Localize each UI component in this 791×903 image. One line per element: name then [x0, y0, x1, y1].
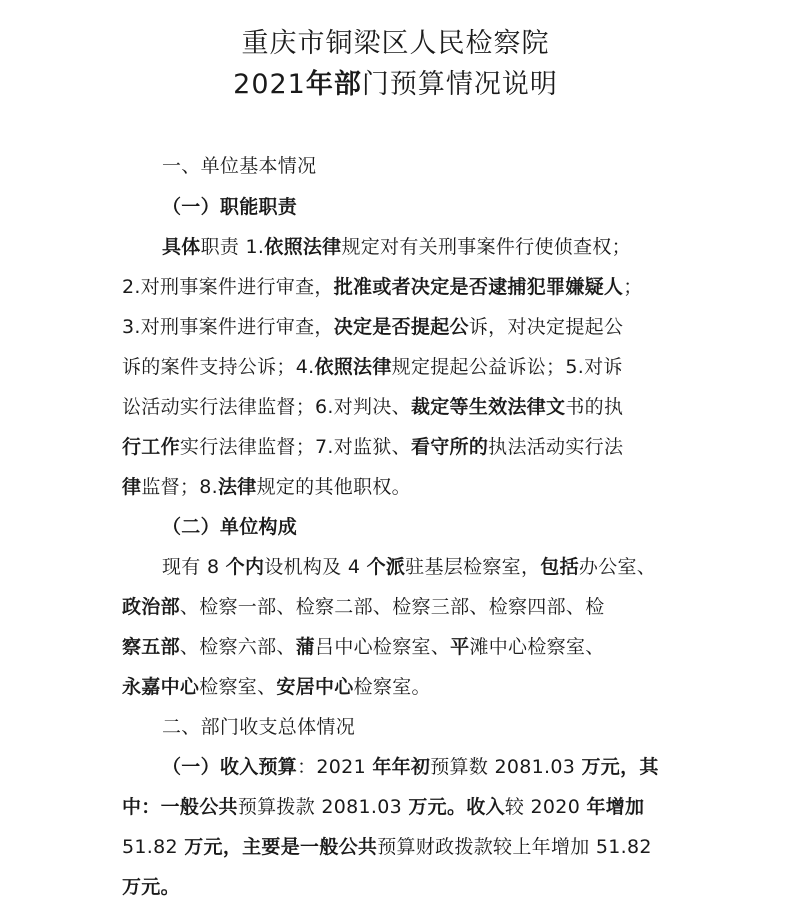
- text-run: 预算财政拨款较上年增加 51.82: [377, 836, 652, 858]
- paragraph-line: [122, 874, 722, 900]
- bold-text-run: 万元。收入: [408, 796, 505, 818]
- text-run: 驻基层检察室，: [405, 556, 541, 578]
- bold-text-run: 察五部: [122, 636, 180, 658]
- bold-text-run: 依照法律: [264, 236, 342, 258]
- subheading-structure: [162, 514, 762, 540]
- title-rest: 门预算情况说明: [361, 69, 558, 100]
- text-run: 、检察一部、检察二部、检察三部、检察四部、检: [179, 596, 605, 618]
- bold-text-run: 平: [450, 636, 470, 658]
- title-text: 重庆市铜梁区人民检察院: [241, 28, 550, 59]
- bold-text-run: 年年初: [372, 756, 431, 778]
- paragraph-line: [122, 474, 722, 500]
- section-heading-1: [162, 153, 762, 179]
- bold-text-run: 行工作: [122, 436, 180, 458]
- bold-text-run: 法律: [217, 476, 257, 498]
- bold-text-run: 裁定等生效法律文: [410, 396, 566, 418]
- paragraph-line: [122, 674, 722, 700]
- text-run: 执法活动实行法: [488, 436, 624, 458]
- paragraph-line: [162, 754, 762, 780]
- text-run: 51.82: [122, 836, 185, 858]
- text-run: 办公室、: [578, 556, 657, 578]
- bold-text-run: 中：一般公共: [122, 796, 238, 818]
- text-run: 规定对有关刑事案件行使侦查权；: [341, 236, 631, 258]
- bold-text-run: 批准或者决定是否逮捕犯罪嫌疑人: [333, 276, 624, 298]
- bold-text-run: 安居中心: [276, 676, 354, 698]
- paragraph-line: [122, 354, 722, 380]
- text-run: 讼活动实行法律监督；6.对判决、: [122, 396, 411, 418]
- paragraph-line: [122, 314, 722, 340]
- bold-text-run: 个派: [366, 556, 406, 578]
- paragraph-line: [122, 834, 722, 860]
- text-run: 吕中心检察室、: [315, 636, 451, 658]
- paragraph-line: [122, 794, 722, 820]
- text-run: ：2021: [297, 756, 373, 778]
- bold-text-run: 万元。: [122, 876, 180, 898]
- text-run: 、检察六部、: [179, 636, 296, 658]
- text-run: ；: [623, 276, 643, 298]
- bold-text-run: 包括: [540, 556, 579, 578]
- text-run: 一、单位基本情况: [162, 155, 317, 177]
- paragraph-line: [122, 394, 722, 420]
- paragraph-line: [122, 434, 722, 460]
- text-run: 职责 1.: [200, 236, 265, 258]
- title-year: 2021: [233, 69, 306, 100]
- text-run: 预算数 2081.03: [430, 756, 582, 778]
- paragraph-line: [122, 274, 722, 300]
- text-run: 现有 8: [162, 556, 226, 578]
- bold-text-run: （二）单位构成: [162, 516, 298, 538]
- bold-text-run: 政治部: [122, 596, 180, 618]
- title-bold: 年部: [305, 69, 362, 100]
- text-run: 规定提起公益诉讼；5.对诉: [391, 356, 623, 378]
- paragraph-line: [122, 594, 722, 620]
- paragraph-line: [162, 554, 762, 580]
- paragraph-line: [162, 234, 762, 260]
- text-run: 规定的其他职权。: [256, 476, 411, 498]
- text-run: 3.对刑事案件进行审查，: [122, 316, 334, 338]
- bold-text-run: 年增加: [586, 796, 645, 818]
- document-title-line1: [0, 26, 791, 62]
- bold-text-run: 看守所的: [410, 436, 489, 458]
- document-title-line2: [0, 67, 791, 103]
- text-run: 较 2020: [504, 796, 587, 818]
- bold-text-run: 万元，主要是一般公共: [184, 836, 378, 858]
- text-run: 监督；8.: [141, 476, 218, 498]
- bold-text-run: 个内: [225, 556, 265, 578]
- text-run: 实行法律监督；7.对监狱、: [179, 436, 411, 458]
- text-run: 检察室。: [353, 676, 431, 698]
- bold-text-run: （一）职能职责: [162, 196, 298, 218]
- text-run: 滩中心检察室、: [469, 636, 605, 658]
- text-run: 二、部门收支总体情况: [162, 716, 356, 738]
- bold-text-run: 决定是否提起公: [333, 316, 469, 338]
- text-run: 诉，对决定提起公: [468, 316, 624, 338]
- bold-text-run: 律: [122, 476, 142, 498]
- section-heading-2: [162, 714, 762, 740]
- bold-text-run: 永嘉中心: [122, 676, 200, 698]
- text-run: 预算拨款 2081.03: [237, 796, 409, 818]
- text-run: 诉的案件支持公诉；4.: [122, 356, 315, 378]
- bold-text-run: 依照法律: [314, 356, 392, 378]
- bold-text-run: 万元，其: [581, 756, 659, 778]
- bold-text-run: （一）收入预算: [162, 756, 298, 778]
- bold-text-run: 具体: [162, 236, 201, 258]
- bold-text-run: 蒲: [295, 636, 316, 658]
- paragraph-line: [122, 634, 722, 660]
- text-run: 设机构及 4: [264, 556, 367, 578]
- text-run: 书的执: [565, 396, 624, 418]
- text-run: 2.对刑事案件进行审查，: [122, 276, 334, 298]
- text-run: 检察室、: [199, 676, 277, 698]
- subheading-functions: [162, 194, 762, 220]
